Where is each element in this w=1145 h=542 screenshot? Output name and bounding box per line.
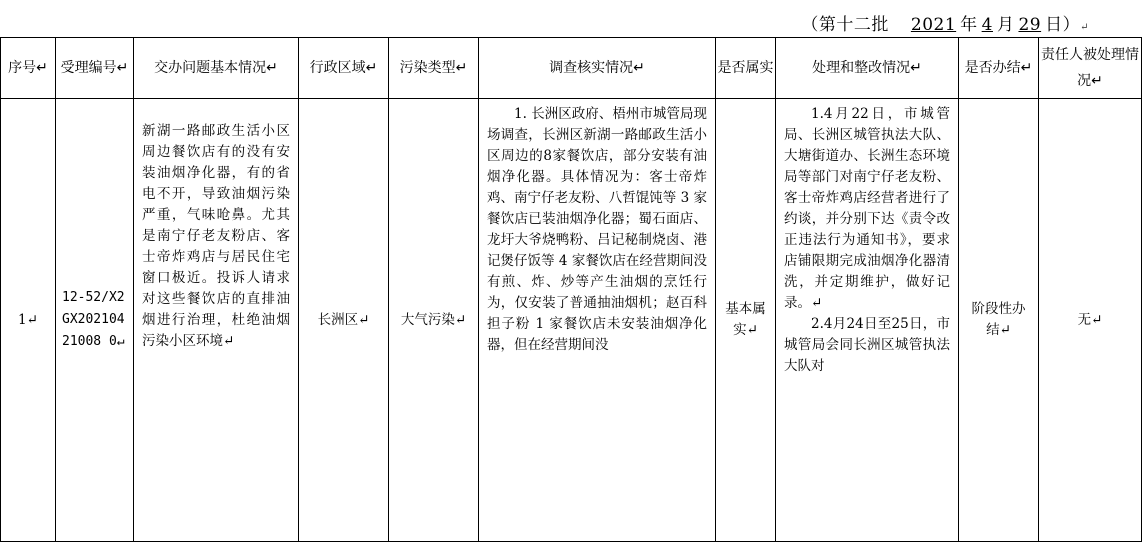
batch-day-suffix: 日） (1045, 15, 1081, 35)
header-verified: 是否属实 (716, 38, 776, 99)
complaint-table (0, 37, 1142, 542)
problem-text: 新湖一路邮政生活小区周边餐饮店有的没有安装油烟净化器，有的省电不开，导致油烟污染严重，气味呛鼻。尤其是南宁仔老友粉店、客士帝炸鸡店与居民住宅窗口极近。投诉人请求对这些餐饮店的直排油烟进行治理，杜绝油烟污染小区环境↵ (142, 123, 290, 349)
batch-month-suffix: 月 (996, 15, 1015, 35)
rectification-step-2: 2.4月24日至25日，市城管局会同长洲区城管执法大队对 (784, 316, 950, 374)
table-header-row (1, 38, 1142, 99)
cell-problem (134, 99, 299, 542)
batch-paragraph-mark: ↵ (1080, 22, 1089, 33)
header-rectification: 处理和整改情况↵ (776, 38, 959, 99)
table-row (1, 99, 1142, 542)
batch-month: 4 (981, 15, 993, 35)
header-problem: 交办问题基本情况↵ (134, 38, 299, 99)
rectification-step-1: 1.4月22日，市城管局、长洲区城管执法大队、大塘街道办、长洲生态环境局等部门对南宁仔老友粉、客士帝炸鸡店经营者进行了约谈，并分别下达《责令改正违法行为通知书》，要求店铺限期完成油烟净化器清洗，并定期维护，做好记录。↵ (784, 106, 950, 311)
batch-year-suffix: 年 (960, 15, 978, 35)
batch-prefix: （第十二批 (801, 15, 889, 35)
cell-index: 1↵ (1, 99, 56, 542)
cell-case-no: 12-52/X2GX20210421008 0↵ (56, 99, 134, 542)
header-investigation: 调查核实情况↵ (479, 38, 716, 99)
batch-day: 29 (1018, 15, 1042, 35)
batch-year: 2021 (910, 15, 957, 35)
cell-pollution-type: 大气污染↵ (389, 99, 479, 542)
cell-investigation (479, 99, 716, 542)
cell-concluded (959, 99, 1039, 542)
header-district: 行政区域↵ (299, 38, 389, 99)
header-pollution-type: 污染类型↵ (389, 38, 479, 99)
cell-rectification (776, 99, 959, 542)
header-index: 序号↵ (1, 38, 56, 99)
concluded-text: 阶段性办结↵ (971, 301, 1026, 338)
cell-district: 长洲区↵ (299, 99, 389, 542)
header-responsible: 责任人被处理情况↵ (1039, 38, 1142, 99)
cell-verified (716, 99, 776, 542)
cell-responsible: 无↵ (1039, 99, 1142, 542)
header-concluded: 是否办结↵ (959, 38, 1039, 99)
batch-info (801, 10, 1089, 35)
header-case-no: 受理编号↵ (56, 38, 134, 99)
investigation-text: 1. 长洲区政府、梧州市城管局现场调查，长洲区新湖一路邮政生活小区周边的8家餐饮店，部分安装有油烟净化器。具体情况为：客士帝炸鸡、南宁仔老友粉、八哲馄饨等 3 家餐饮店已装油烟净化器；蜀石面店、龙圩大爷烧鸭粉、吕记秘制烧卤、港记煲仔饭等 4 家餐饮店在经营期间没有煎、炸、炒等产生油烟的烹饪行为，仅安装了普通抽油烟机；赵百科担子粉 1 家餐饮店未安装油烟净化器，但在经营期间没 (487, 106, 707, 353)
verified-text: 基本属实↵ (725, 301, 766, 338)
